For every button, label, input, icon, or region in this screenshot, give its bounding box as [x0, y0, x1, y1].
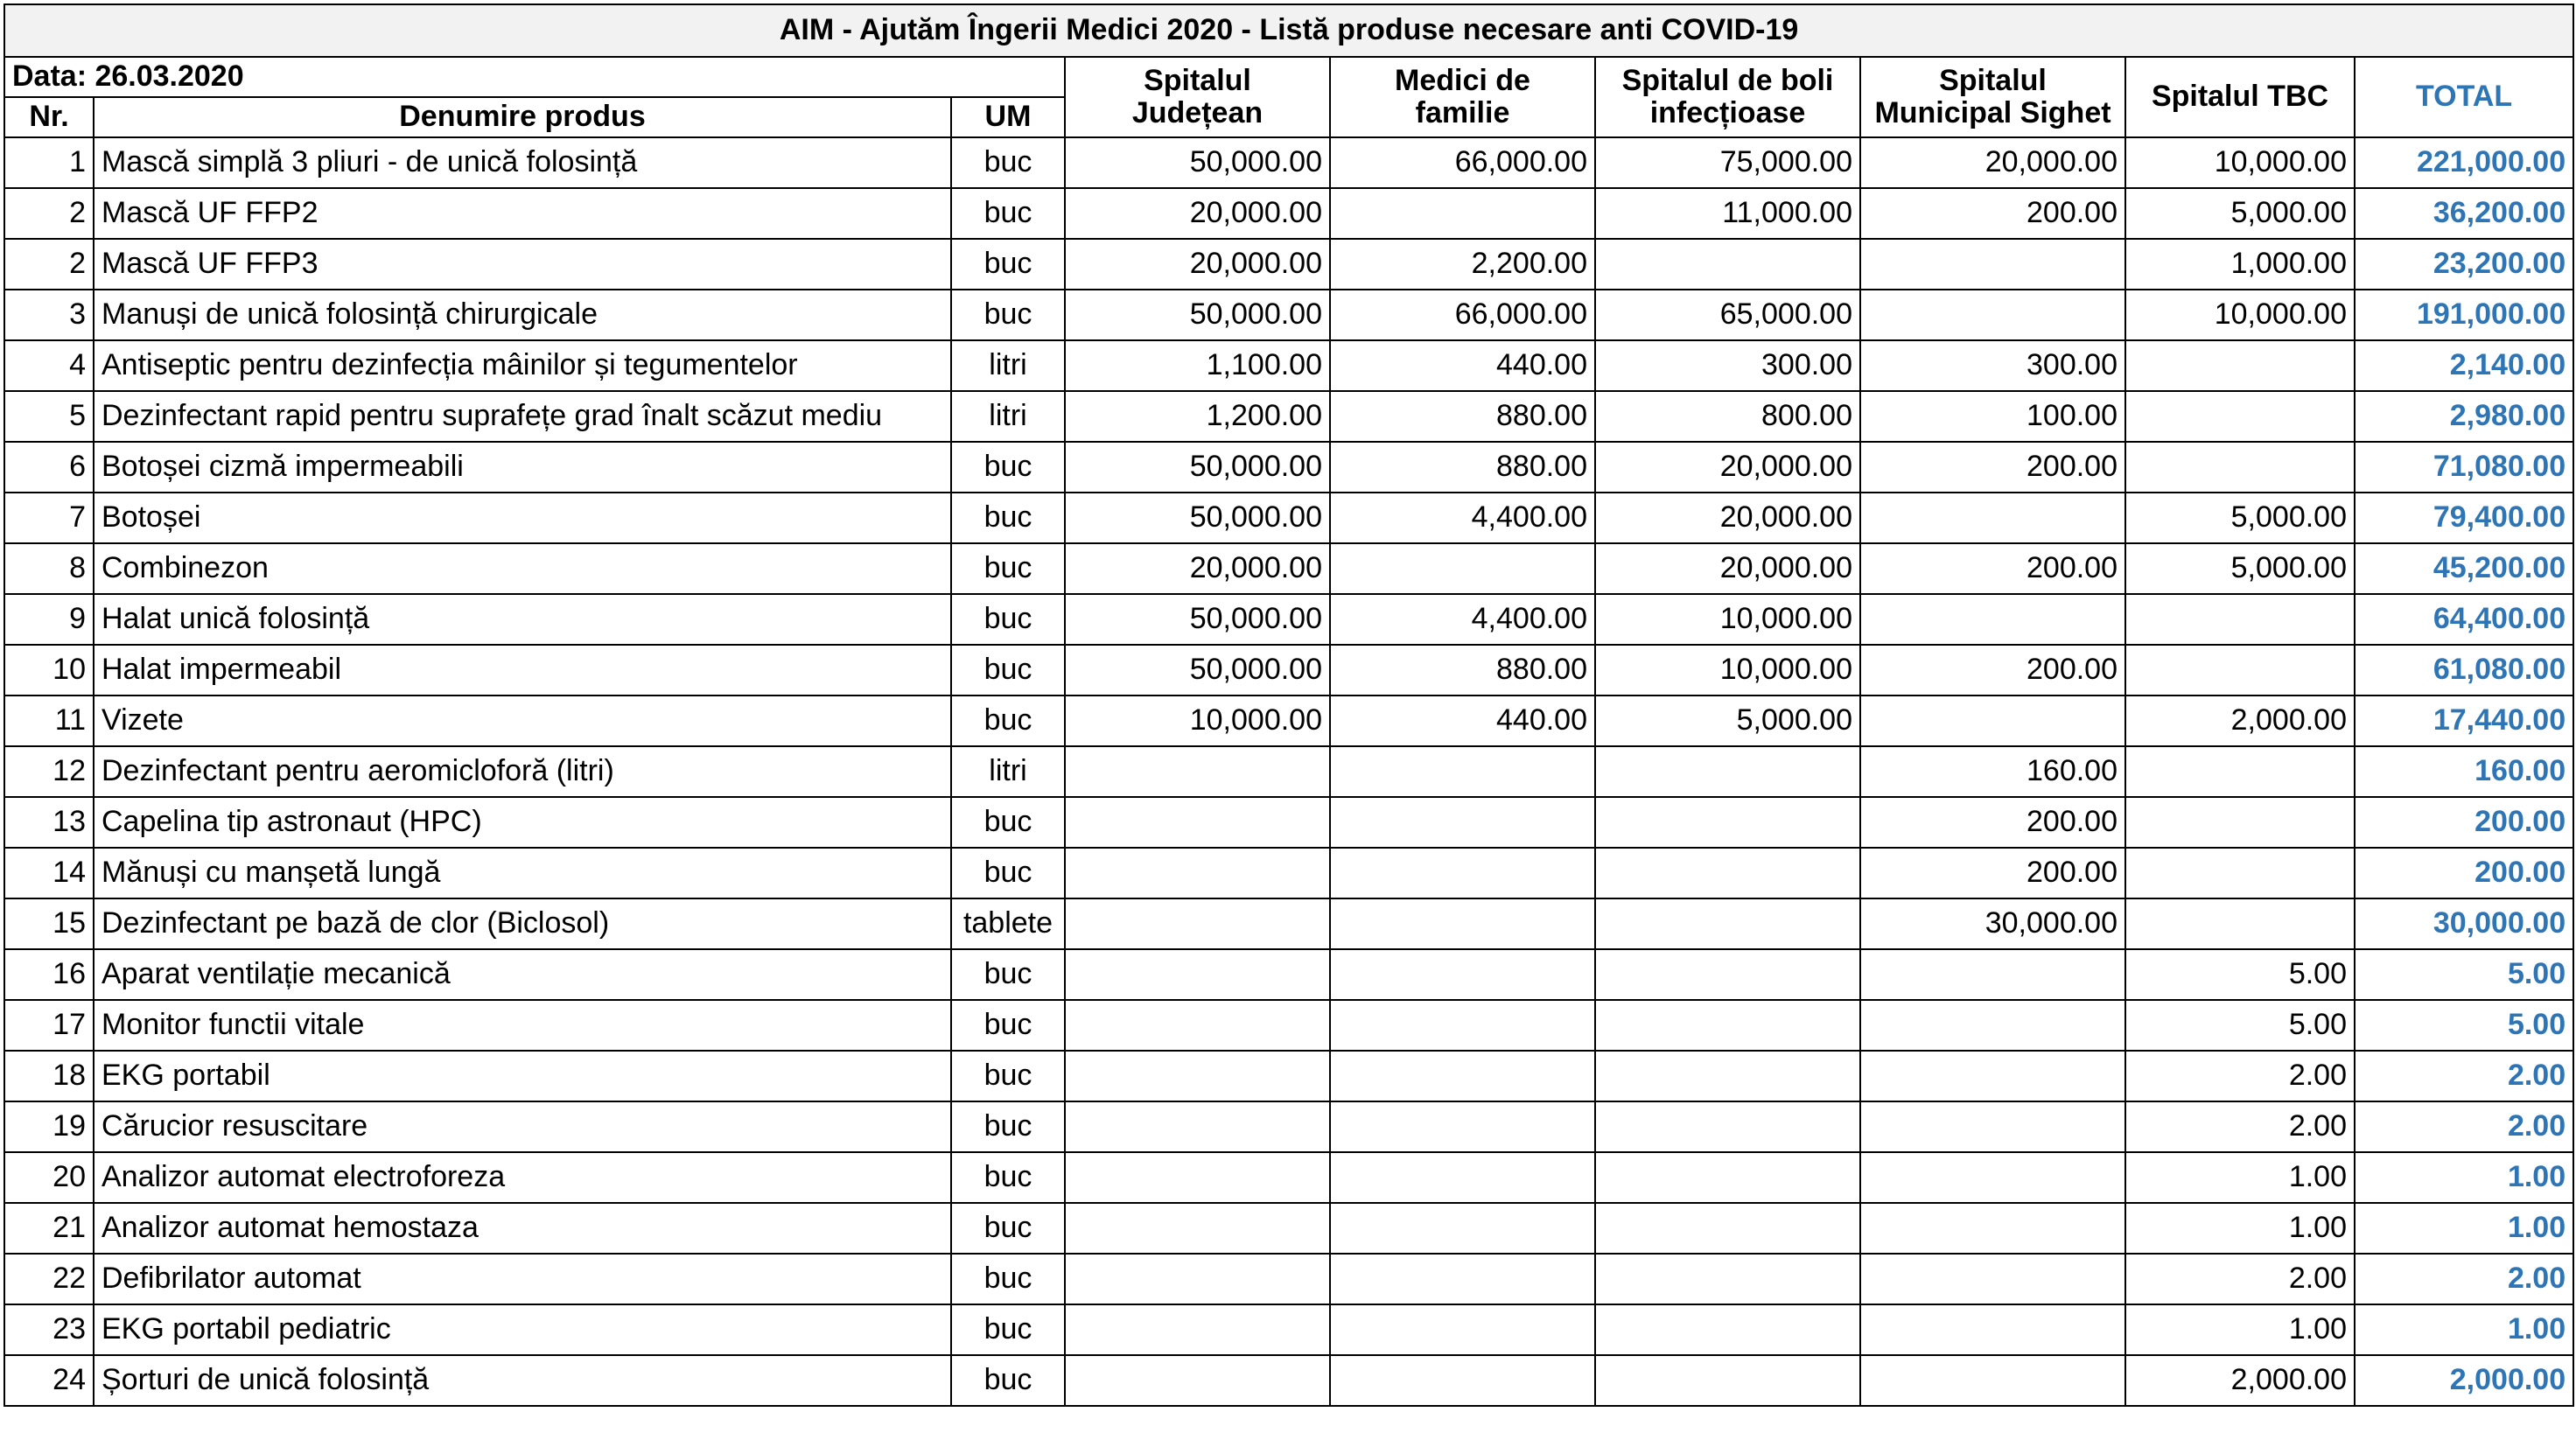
cell-municipal-sighet	[1860, 239, 2125, 290]
cell-total: 2.00	[2355, 1051, 2573, 1101]
cell-um: buc	[951, 645, 1065, 696]
header-municipal-sighet-line1: Spitalul	[1860, 57, 2125, 97]
cell-um: buc	[951, 848, 1065, 898]
cell-spitalul-judetean: 50,000.00	[1065, 493, 1330, 543]
cell-medici-familie	[1330, 898, 1595, 949]
cell-product-name: Mască UF FFP3	[94, 239, 951, 290]
cell-spitalul-judetean: 20,000.00	[1065, 239, 1330, 290]
cell-municipal-sighet	[1860, 949, 2125, 1000]
cell-boli-infectioase	[1595, 898, 1860, 949]
cell-spitalul-tbc	[2125, 594, 2355, 645]
cell-spitalul-judetean	[1065, 797, 1330, 848]
cell-municipal-sighet	[1860, 1000, 2125, 1051]
cell-nr: 5	[4, 391, 94, 442]
cell-um: litri	[951, 340, 1065, 391]
cell-municipal-sighet	[1860, 493, 2125, 543]
header-total: TOTAL	[2355, 57, 2573, 137]
cell-boli-infectioase	[1595, 1304, 1860, 1355]
cell-um: buc	[951, 290, 1065, 340]
table-row	[4, 239, 2573, 290]
cell-medici-familie	[1330, 1203, 1595, 1254]
cell-nr: 6	[4, 442, 94, 493]
cell-um: buc	[951, 949, 1065, 1000]
cell-nr: 12	[4, 746, 94, 797]
cell-spitalul-tbc	[2125, 848, 2355, 898]
cell-product-name: Cărucior resuscitare	[94, 1101, 951, 1152]
cell-spitalul-tbc: 2.00	[2125, 1051, 2355, 1101]
cell-um: buc	[951, 1254, 1065, 1304]
cell-boli-infectioase	[1595, 949, 1860, 1000]
cell-municipal-sighet	[1860, 1254, 2125, 1304]
cell-boli-infectioase	[1595, 1000, 1860, 1051]
cell-nr: 11	[4, 696, 94, 746]
cell-spitalul-tbc	[2125, 645, 2355, 696]
cell-total: 191,000.00	[2355, 290, 2573, 340]
cell-medici-familie	[1330, 1152, 1595, 1203]
cell-medici-familie	[1330, 746, 1595, 797]
cell-total: 2.00	[2355, 1254, 2573, 1304]
cell-boli-infectioase	[1595, 1051, 1860, 1101]
cell-municipal-sighet: 300.00	[1860, 340, 2125, 391]
cell-um: buc	[951, 797, 1065, 848]
header-nr: Nr.	[4, 97, 94, 137]
cell-nr: 7	[4, 493, 94, 543]
cell-total: 64,400.00	[2355, 594, 2573, 645]
cell-boli-infectioase: 20,000.00	[1595, 442, 1860, 493]
sheet-title: AIM - Ajutăm Îngerii Medici 2020 - Listă produse necesare anti COVID-19	[4, 4, 2573, 57]
cell-boli-infectioase: 5,000.00	[1595, 696, 1860, 746]
cell-municipal-sighet: 200.00	[1860, 188, 2125, 239]
header-medici-familie-line2: familie	[1330, 97, 1595, 137]
cell-um: litri	[951, 746, 1065, 797]
cell-boli-infectioase: 800.00	[1595, 391, 1860, 442]
cell-medici-familie: 440.00	[1330, 340, 1595, 391]
cell-nr: 15	[4, 898, 94, 949]
cell-total: 160.00	[2355, 746, 2573, 797]
cell-spitalul-judetean: 10,000.00	[1065, 696, 1330, 746]
table-row	[4, 493, 2573, 543]
cell-nr: 3	[4, 290, 94, 340]
cell-um: buc	[951, 1000, 1065, 1051]
cell-um: buc	[951, 1101, 1065, 1152]
cell-spitalul-tbc: 1.00	[2125, 1304, 2355, 1355]
table-row	[4, 594, 2573, 645]
cell-spitalul-tbc	[2125, 391, 2355, 442]
cell-medici-familie	[1330, 1101, 1595, 1152]
header-boli-infectioase-line1: Spitalul de boli	[1595, 57, 1860, 97]
header-denumire-produs: Denumire produs	[94, 97, 951, 137]
cell-nr: 23	[4, 1304, 94, 1355]
cell-spitalul-tbc: 5.00	[2125, 949, 2355, 1000]
cell-nr: 20	[4, 1152, 94, 1203]
cell-boli-infectioase: 65,000.00	[1595, 290, 1860, 340]
cell-spitalul-tbc	[2125, 442, 2355, 493]
cell-boli-infectioase	[1595, 1152, 1860, 1203]
table-row	[4, 746, 2573, 797]
cell-boli-infectioase	[1595, 1101, 1860, 1152]
cell-boli-infectioase: 75,000.00	[1595, 137, 1860, 188]
cell-municipal-sighet: 200.00	[1860, 543, 2125, 594]
cell-medici-familie	[1330, 1000, 1595, 1051]
cell-spitalul-judetean: 50,000.00	[1065, 137, 1330, 188]
cell-total: 2,980.00	[2355, 391, 2573, 442]
cell-municipal-sighet	[1860, 696, 2125, 746]
cell-municipal-sighet: 30,000.00	[1860, 898, 2125, 949]
cell-boli-infectioase: 20,000.00	[1595, 493, 1860, 543]
cell-total: 5.00	[2355, 1000, 2573, 1051]
cell-medici-familie	[1330, 949, 1595, 1000]
header-municipal-sighet-line2: Municipal Sighet	[1860, 97, 2125, 137]
cell-total: 1.00	[2355, 1203, 2573, 1254]
table-row	[4, 1051, 2573, 1101]
table-row	[4, 645, 2573, 696]
cell-product-name: Botoșei cizmă impermeabili	[94, 442, 951, 493]
cell-municipal-sighet	[1860, 1152, 2125, 1203]
cell-municipal-sighet	[1860, 1051, 2125, 1101]
cell-boli-infectioase	[1595, 1203, 1860, 1254]
cell-spitalul-tbc: 5,000.00	[2125, 543, 2355, 594]
cell-medici-familie	[1330, 1304, 1595, 1355]
cell-nr: 9	[4, 594, 94, 645]
products-table	[4, 3, 2574, 1407]
cell-total: 23,200.00	[2355, 239, 2573, 290]
cell-spitalul-judetean	[1065, 1254, 1330, 1304]
cell-spitalul-judetean	[1065, 898, 1330, 949]
cell-total: 2,140.00	[2355, 340, 2573, 391]
cell-product-name: EKG portabil	[94, 1051, 951, 1101]
table-row	[4, 1152, 2573, 1203]
cell-nr: 22	[4, 1254, 94, 1304]
cell-medici-familie	[1330, 543, 1595, 594]
cell-um: buc	[951, 1203, 1065, 1254]
header-um: UM	[951, 97, 1065, 137]
cell-municipal-sighet: 200.00	[1860, 645, 2125, 696]
cell-total: 30,000.00	[2355, 898, 2573, 949]
cell-spitalul-tbc: 2,000.00	[2125, 1355, 2355, 1406]
cell-product-name: Mască UF FFP2	[94, 188, 951, 239]
cell-nr: 19	[4, 1101, 94, 1152]
cell-spitalul-tbc: 5,000.00	[2125, 493, 2355, 543]
cell-um: buc	[951, 1355, 1065, 1406]
header-spitalul-judetean-line1: Spitalul	[1065, 57, 1330, 97]
table-row	[4, 391, 2573, 442]
cell-medici-familie	[1330, 188, 1595, 239]
cell-boli-infectioase	[1595, 239, 1860, 290]
cell-spitalul-tbc: 2.00	[2125, 1254, 2355, 1304]
cell-um: buc	[951, 543, 1065, 594]
cell-medici-familie: 440.00	[1330, 696, 1595, 746]
header-spitalul-tbc: Spitalul TBC	[2125, 57, 2355, 137]
cell-nr: 13	[4, 797, 94, 848]
table-row	[4, 290, 2573, 340]
cell-um: buc	[951, 188, 1065, 239]
cell-product-name: Monitor functii vitale	[94, 1000, 951, 1051]
cell-municipal-sighet: 200.00	[1860, 848, 2125, 898]
cell-boli-infectioase	[1595, 848, 1860, 898]
cell-um: buc	[951, 1152, 1065, 1203]
cell-municipal-sighet: 200.00	[1860, 442, 2125, 493]
cell-total: 71,080.00	[2355, 442, 2573, 493]
cell-total: 1.00	[2355, 1304, 2573, 1355]
cell-um: buc	[951, 442, 1065, 493]
cell-municipal-sighet: 200.00	[1860, 797, 2125, 848]
cell-product-name: Analizor automat hemostaza	[94, 1203, 951, 1254]
cell-spitalul-judetean: 20,000.00	[1065, 543, 1330, 594]
cell-medici-familie	[1330, 1254, 1595, 1304]
table-row	[4, 1254, 2573, 1304]
cell-municipal-sighet	[1860, 1355, 2125, 1406]
cell-municipal-sighet	[1860, 1304, 2125, 1355]
cell-municipal-sighet	[1860, 594, 2125, 645]
cell-total: 5.00	[2355, 949, 2573, 1000]
cell-product-name: Combinezon	[94, 543, 951, 594]
header-row-1	[4, 57, 2573, 97]
cell-nr: 10	[4, 645, 94, 696]
cell-municipal-sighet: 100.00	[1860, 391, 2125, 442]
cell-product-name: Halat unică folosință	[94, 594, 951, 645]
cell-spitalul-judetean: 50,000.00	[1065, 645, 1330, 696]
cell-product-name: Analizor automat electroforeza	[94, 1152, 951, 1203]
cell-um: buc	[951, 696, 1065, 746]
cell-spitalul-tbc	[2125, 898, 2355, 949]
cell-total: 221,000.00	[2355, 137, 2573, 188]
cell-nr: 2	[4, 188, 94, 239]
cell-total: 36,200.00	[2355, 188, 2573, 239]
cell-medici-familie: 66,000.00	[1330, 137, 1595, 188]
cell-nr: 14	[4, 848, 94, 898]
cell-total: 45,200.00	[2355, 543, 2573, 594]
cell-spitalul-judetean	[1065, 746, 1330, 797]
cell-product-name: EKG portabil pediatric	[94, 1304, 951, 1355]
cell-boli-infectioase: 300.00	[1595, 340, 1860, 391]
table-row	[4, 898, 2573, 949]
cell-boli-infectioase	[1595, 1254, 1860, 1304]
table-row	[4, 543, 2573, 594]
cell-spitalul-judetean: 50,000.00	[1065, 290, 1330, 340]
cell-medici-familie	[1330, 797, 1595, 848]
cell-total: 1.00	[2355, 1152, 2573, 1203]
cell-um: tablete	[951, 898, 1065, 949]
cell-medici-familie: 4,400.00	[1330, 594, 1595, 645]
cell-medici-familie: 66,000.00	[1330, 290, 1595, 340]
header-spitalul-judetean-line2: Județean	[1065, 97, 1330, 137]
cell-spitalul-tbc: 10,000.00	[2125, 137, 2355, 188]
cell-spitalul-tbc: 2.00	[2125, 1101, 2355, 1152]
cell-medici-familie	[1330, 1051, 1595, 1101]
table-row	[4, 137, 2573, 188]
cell-municipal-sighet	[1860, 1203, 2125, 1254]
cell-spitalul-judetean	[1065, 1051, 1330, 1101]
cell-nr: 8	[4, 543, 94, 594]
cell-boli-infectioase: 10,000.00	[1595, 594, 1860, 645]
cell-spitalul-judetean	[1065, 1304, 1330, 1355]
table-row	[4, 797, 2573, 848]
table-row	[4, 442, 2573, 493]
cell-product-name: Aparat ventilație mecanică	[94, 949, 951, 1000]
cell-spitalul-tbc	[2125, 797, 2355, 848]
cell-product-name: Botoșei	[94, 493, 951, 543]
cell-total: 2,000.00	[2355, 1355, 2573, 1406]
cell-boli-infectioase: 20,000.00	[1595, 543, 1860, 594]
header-medici-familie-line1: Medici de	[1330, 57, 1595, 97]
cell-spitalul-judetean	[1065, 949, 1330, 1000]
cell-spitalul-tbc: 2,000.00	[2125, 696, 2355, 746]
cell-spitalul-judetean	[1065, 848, 1330, 898]
cell-municipal-sighet: 20,000.00	[1860, 137, 2125, 188]
table-row	[4, 1355, 2573, 1406]
cell-spitalul-judetean: 50,000.00	[1065, 594, 1330, 645]
cell-nr: 24	[4, 1355, 94, 1406]
cell-medici-familie: 880.00	[1330, 645, 1595, 696]
cell-product-name: Dezinfectant rapid pentru suprafețe grad înalt scăzut mediu	[94, 391, 951, 442]
cell-spitalul-tbc: 1.00	[2125, 1203, 2355, 1254]
cell-product-name: Capelina tip astronaut (HPC)	[94, 797, 951, 848]
table-row	[4, 1203, 2573, 1254]
cell-nr: 17	[4, 1000, 94, 1051]
cell-um: buc	[951, 493, 1065, 543]
cell-spitalul-tbc: 1,000.00	[2125, 239, 2355, 290]
table-row	[4, 340, 2573, 391]
cell-medici-familie: 880.00	[1330, 391, 1595, 442]
table-row	[4, 188, 2573, 239]
cell-spitalul-judetean: 50,000.00	[1065, 442, 1330, 493]
table-row	[4, 1304, 2573, 1355]
cell-um: litri	[951, 391, 1065, 442]
cell-product-name: Manuși de unică folosință chirurgicale	[94, 290, 951, 340]
cell-nr: 2	[4, 239, 94, 290]
cell-spitalul-tbc	[2125, 340, 2355, 391]
cell-product-name: Defibrilator automat	[94, 1254, 951, 1304]
cell-spitalul-judetean: 1,100.00	[1065, 340, 1330, 391]
cell-spitalul-judetean	[1065, 1203, 1330, 1254]
cell-nr: 21	[4, 1203, 94, 1254]
cell-nr: 18	[4, 1051, 94, 1101]
cell-medici-familie: 880.00	[1330, 442, 1595, 493]
cell-boli-infectioase	[1595, 797, 1860, 848]
cell-total: 2.00	[2355, 1101, 2573, 1152]
cell-product-name: Dezinfectant pe bază de clor (Biclosol)	[94, 898, 951, 949]
cell-nr: 1	[4, 137, 94, 188]
cell-product-name: Mască simplă 3 pliuri - de unică folosință	[94, 137, 951, 188]
cell-boli-infectioase	[1595, 746, 1860, 797]
cell-product-name: Antiseptic pentru dezinfecția mâinilor și tegumentelor	[94, 340, 951, 391]
cell-total: 200.00	[2355, 797, 2573, 848]
cell-product-name: Șorturi de unică folosință	[94, 1355, 951, 1406]
cell-medici-familie: 4,400.00	[1330, 493, 1595, 543]
cell-spitalul-judetean: 1,200.00	[1065, 391, 1330, 442]
table-row	[4, 1101, 2573, 1152]
table-row	[4, 696, 2573, 746]
cell-total: 17,440.00	[2355, 696, 2573, 746]
cell-nr: 16	[4, 949, 94, 1000]
cell-um: buc	[951, 594, 1065, 645]
cell-boli-infectioase	[1595, 1355, 1860, 1406]
table-row	[4, 949, 2573, 1000]
cell-boli-infectioase: 10,000.00	[1595, 645, 1860, 696]
cell-municipal-sighet	[1860, 290, 2125, 340]
cell-spitalul-tbc	[2125, 746, 2355, 797]
table-row	[4, 1000, 2573, 1051]
cell-spitalul-tbc: 5.00	[2125, 1000, 2355, 1051]
cell-spitalul-tbc: 1.00	[2125, 1152, 2355, 1203]
date-cell: Data: 26.03.2020	[4, 57, 1065, 97]
cell-total: 79,400.00	[2355, 493, 2573, 543]
cell-spitalul-tbc: 10,000.00	[2125, 290, 2355, 340]
cell-spitalul-judetean: 20,000.00	[1065, 188, 1330, 239]
cell-um: buc	[951, 137, 1065, 188]
cell-um: buc	[951, 1051, 1065, 1101]
header-boli-infectioase-line2: infecțioase	[1595, 97, 1860, 137]
cell-product-name: Halat impermeabil	[94, 645, 951, 696]
cell-medici-familie: 2,200.00	[1330, 239, 1595, 290]
cell-spitalul-judetean	[1065, 1355, 1330, 1406]
cell-medici-familie	[1330, 848, 1595, 898]
cell-um: buc	[951, 1304, 1065, 1355]
table-row	[4, 848, 2573, 898]
cell-total: 200.00	[2355, 848, 2573, 898]
cell-municipal-sighet	[1860, 1101, 2125, 1152]
cell-spitalul-judetean	[1065, 1101, 1330, 1152]
cell-medici-familie	[1330, 1355, 1595, 1406]
cell-product-name: Vizete	[94, 696, 951, 746]
cell-um: buc	[951, 239, 1065, 290]
cell-boli-infectioase: 11,000.00	[1595, 188, 1860, 239]
cell-product-name: Dezinfectant pentru aeromicloforă (litri)	[94, 746, 951, 797]
title-row	[4, 4, 2573, 57]
cell-spitalul-judetean	[1065, 1000, 1330, 1051]
cell-spitalul-judetean	[1065, 1152, 1330, 1203]
cell-nr: 4	[4, 340, 94, 391]
cell-municipal-sighet: 160.00	[1860, 746, 2125, 797]
cell-spitalul-tbc: 5,000.00	[2125, 188, 2355, 239]
cell-product-name: Mănuși cu manșetă lungă	[94, 848, 951, 898]
cell-total: 61,080.00	[2355, 645, 2573, 696]
